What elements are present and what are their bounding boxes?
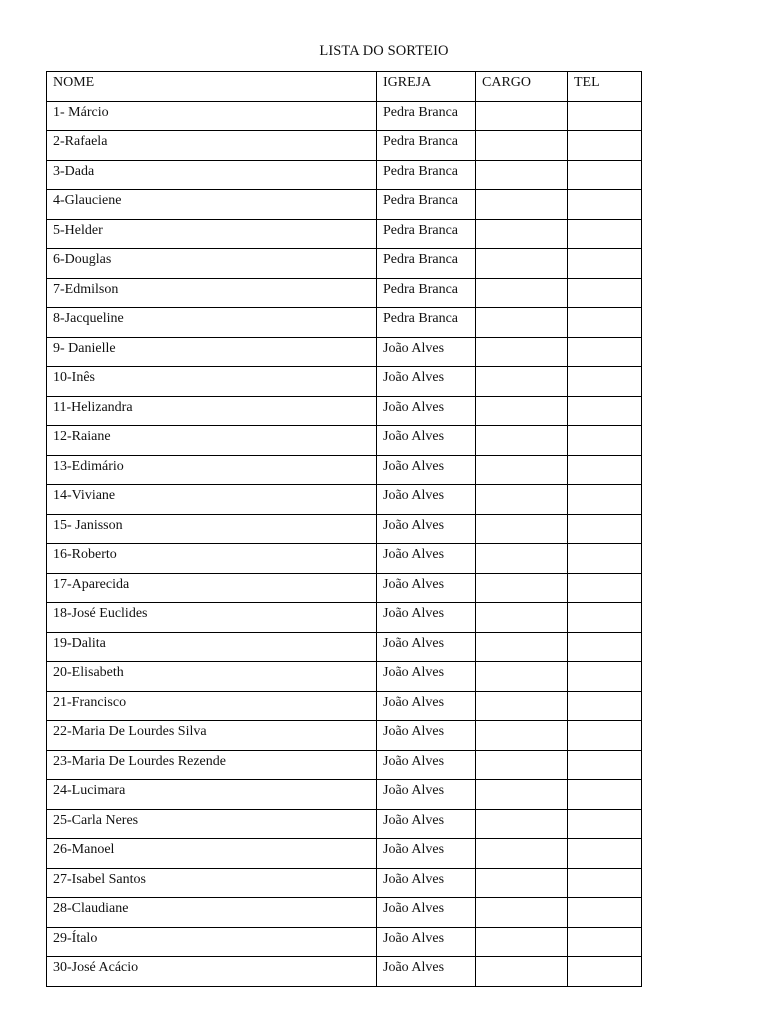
table-row [47,898,642,928]
cell-nome: 27-Isabel Santos [47,868,377,898]
cell-nome: 11-Helizandra [47,396,377,426]
cell-nome: 14-Viviane [47,485,377,515]
cell-igreja: Pedra Branca [377,278,476,308]
cell-cargo [476,278,568,308]
table-row [47,927,642,957]
cell-nome: 12-Raiane [47,426,377,456]
table-row [47,957,642,987]
cell-tel [568,662,642,692]
cell-igreja: Pedra Branca [377,101,476,131]
cell-tel [568,219,642,249]
cell-nome: 28-Claudiane [47,898,377,928]
cell-tel [568,868,642,898]
cell-nome: 17-Aparecida [47,573,377,603]
cell-nome: 3-Dada [47,160,377,190]
cell-tel [568,426,642,456]
cell-nome: 6-Douglas [47,249,377,279]
table-row [47,160,642,190]
cell-nome: 24-Lucimara [47,780,377,810]
raffle-list-table [46,71,642,987]
cell-nome: 21-Francisco [47,691,377,721]
cell-cargo [476,573,568,603]
cell-tel [568,367,642,397]
cell-nome: 13-Edimário [47,455,377,485]
cell-igreja: João Alves [377,662,476,692]
cell-igreja: João Alves [377,544,476,574]
cell-tel [568,632,642,662]
cell-nome: 1- Márcio [47,101,377,131]
cell-nome: 4-Glauciene [47,190,377,220]
cell-tel [568,780,642,810]
cell-nome: 15- Janisson [47,514,377,544]
cell-tel [568,721,642,751]
cell-nome: 9- Danielle [47,337,377,367]
cell-nome: 10-Inês [47,367,377,397]
cell-tel [568,337,642,367]
cell-tel [568,898,642,928]
table-row [47,219,642,249]
page-title: LISTA DO SORTEIO [319,43,449,59]
cell-tel [568,544,642,574]
cell-igreja: João Alves [377,632,476,662]
cell-cargo [476,603,568,633]
column-header-nome: NOME [47,72,377,102]
cell-tel [568,160,642,190]
cell-igreja: João Alves [377,868,476,898]
cell-cargo [476,514,568,544]
cell-tel [568,809,642,839]
cell-nome: 25-Carla Neres [47,809,377,839]
cell-igreja: João Alves [377,780,476,810]
column-header-igreja: IGREJA [377,72,476,102]
table-row [47,426,642,456]
cell-tel [568,573,642,603]
table-row [47,308,642,338]
cell-nome: 19-Dalita [47,632,377,662]
cell-igreja: Pedra Branca [377,190,476,220]
table-row [47,632,642,662]
table-row [47,809,642,839]
table-row [47,101,642,131]
cell-igreja: João Alves [377,750,476,780]
cell-igreja: Pedra Branca [377,308,476,338]
cell-cargo [476,308,568,338]
cell-nome: 18-José Euclides [47,603,377,633]
cell-nome: 23-Maria De Lourdes Rezende [47,750,377,780]
cell-igreja: João Alves [377,957,476,987]
cell-igreja: Pedra Branca [377,160,476,190]
cell-cargo [476,396,568,426]
cell-cargo [476,426,568,456]
cell-tel [568,927,642,957]
table-row [47,721,642,751]
cell-nome: 8-Jacqueline [47,308,377,338]
table-row [47,868,642,898]
cell-igreja: João Alves [377,485,476,515]
table-row [47,839,642,869]
cell-igreja: João Alves [377,455,476,485]
table-row [47,514,642,544]
cell-igreja: João Alves [377,573,476,603]
cell-cargo [476,455,568,485]
cell-tel [568,101,642,131]
cell-cargo [476,780,568,810]
cell-cargo [476,750,568,780]
cell-cargo [476,632,568,662]
cell-nome: 7-Edmilson [47,278,377,308]
cell-igreja: João Alves [377,367,476,397]
cell-tel [568,308,642,338]
cell-tel [568,691,642,721]
table-row [47,662,642,692]
table-row [47,603,642,633]
cell-cargo [476,160,568,190]
cell-igreja: João Alves [377,691,476,721]
table-row [47,278,642,308]
cell-cargo [476,485,568,515]
table-body [47,101,642,986]
cell-igreja: Pedra Branca [377,219,476,249]
table-row [47,396,642,426]
cell-tel [568,603,642,633]
cell-igreja: João Alves [377,603,476,633]
table-row [47,780,642,810]
cell-igreja: João Alves [377,839,476,869]
cell-tel [568,396,642,426]
cell-cargo [476,131,568,161]
table-row [47,485,642,515]
table-row [47,573,642,603]
cell-nome: 30-José Acácio [47,957,377,987]
table-row [47,544,642,574]
cell-tel [568,131,642,161]
table-row [47,337,642,367]
table-row [47,367,642,397]
cell-nome: 22-Maria De Lourdes Silva [47,721,377,751]
cell-nome: 2-Rafaela [47,131,377,161]
cell-tel [568,750,642,780]
cell-cargo [476,691,568,721]
column-header-cargo: CARGO [476,72,568,102]
cell-cargo [476,219,568,249]
cell-nome: 16-Roberto [47,544,377,574]
cell-cargo [476,721,568,751]
cell-cargo [476,898,568,928]
cell-cargo [476,101,568,131]
cell-igreja: João Alves [377,337,476,367]
cell-igreja: Pedra Branca [377,131,476,161]
cell-igreja: João Alves [377,396,476,426]
cell-igreja: João Alves [377,927,476,957]
cell-cargo [476,662,568,692]
cell-cargo [476,868,568,898]
table-row [47,691,642,721]
cell-tel [568,514,642,544]
cell-tel [568,278,642,308]
cell-tel [568,249,642,279]
cell-cargo [476,337,568,367]
cell-nome: 26-Manoel [47,839,377,869]
table-row [47,750,642,780]
cell-cargo [476,839,568,869]
cell-tel [568,485,642,515]
cell-cargo [476,957,568,987]
cell-cargo [476,544,568,574]
cell-cargo [476,927,568,957]
cell-nome: 29-Ítalo [47,927,377,957]
cell-cargo [476,249,568,279]
cell-cargo [476,190,568,220]
cell-cargo [476,367,568,397]
cell-cargo [476,809,568,839]
cell-tel [568,957,642,987]
table-row [47,131,642,161]
cell-tel [568,455,642,485]
table-row [47,455,642,485]
cell-igreja: João Alves [377,514,476,544]
cell-igreja: João Alves [377,898,476,928]
table-row [47,190,642,220]
column-header-tel: TEL [568,72,642,102]
cell-igreja: Pedra Branca [377,249,476,279]
cell-igreja: João Alves [377,809,476,839]
cell-tel [568,190,642,220]
cell-igreja: João Alves [377,426,476,456]
cell-nome: 5-Helder [47,219,377,249]
table-header-row [47,72,642,102]
cell-tel [568,839,642,869]
cell-igreja: João Alves [377,721,476,751]
cell-nome: 20-Elisabeth [47,662,377,692]
table-row [47,249,642,279]
